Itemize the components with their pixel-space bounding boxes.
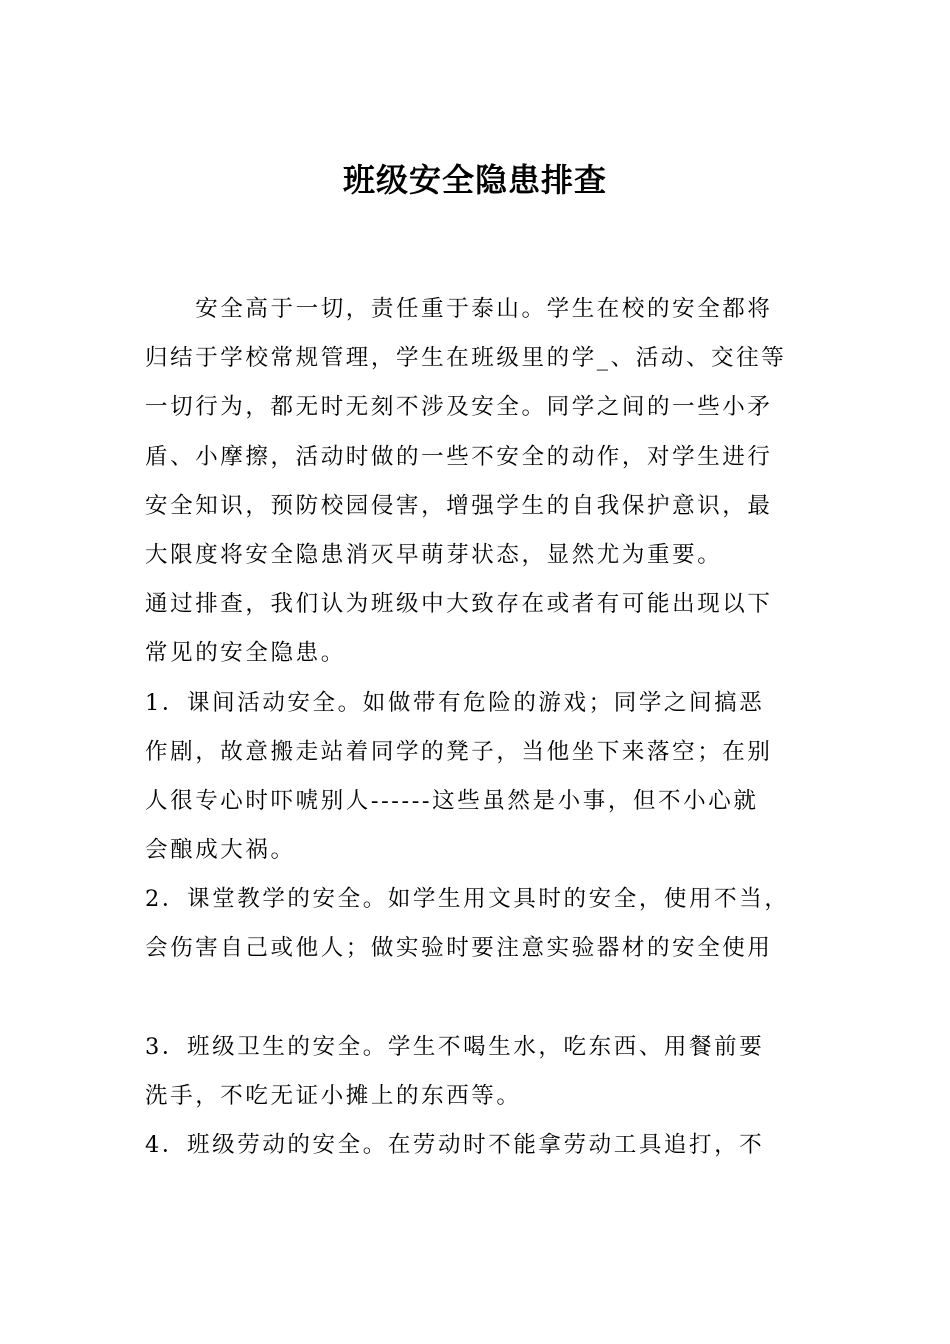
body-line: 大限度将安全隐患消灭早萌芽状态，显然尤为重要。 <box>145 541 723 568</box>
body-line: 1．课间活动安全。如做带有危险的游戏；同学之间搞恶 <box>145 689 765 716</box>
body-line: 作剧，故意搬走站着同学的凳子，当他坐下来落空；在别 <box>145 738 773 765</box>
body-line: 2．课堂教学的安全。如学生用文具时的安全，使用不当， <box>145 886 790 913</box>
body-line: 会伤害自己或他人；做实验时要注意实验器材的安全使用 <box>145 935 773 962</box>
blank-line <box>145 974 807 1023</box>
body-line: 安全高于一切，责任重于泰山。学生在校的安全都将 <box>145 296 773 322</box>
body-line: 盾、小摩擦，活动时做的一些不安全的动作，对学生进行 <box>145 443 773 470</box>
body-line: 4．班级劳动的安全。在劳动时不能拿劳动工具追打，不 <box>145 1132 765 1159</box>
body-line: 一切行为，都无时无刻不涉及安全。同学之间的一些小矛 <box>145 394 773 421</box>
body-line: 会酿成大祸。 <box>145 837 296 864</box>
body-line: 常见的安全隐患。 <box>145 640 346 667</box>
document-title: 班级安全隐患排查 <box>342 161 607 199</box>
body-line: 归结于学校常规管理，学生在班级里的学_、活动、交往等 <box>145 345 787 372</box>
body-line: 人很专心时吓唬别人------这些虽然是小事，但不小心就 <box>145 787 759 814</box>
body-line: 安全知识，预防校园侵害，增强学生的自我保护意识，最 <box>145 492 773 519</box>
body-line: 3．班级卫生的安全。学生不喝生水，吃东西、用餐前要 <box>145 1033 765 1060</box>
body-line: 洗手，不吃无证小摊上的东西等。 <box>145 1083 522 1109</box>
body-line: 通过排查，我们认为班级中大致存在或者有可能出现以下 <box>145 591 773 618</box>
document-body <box>145 285 807 1170</box>
